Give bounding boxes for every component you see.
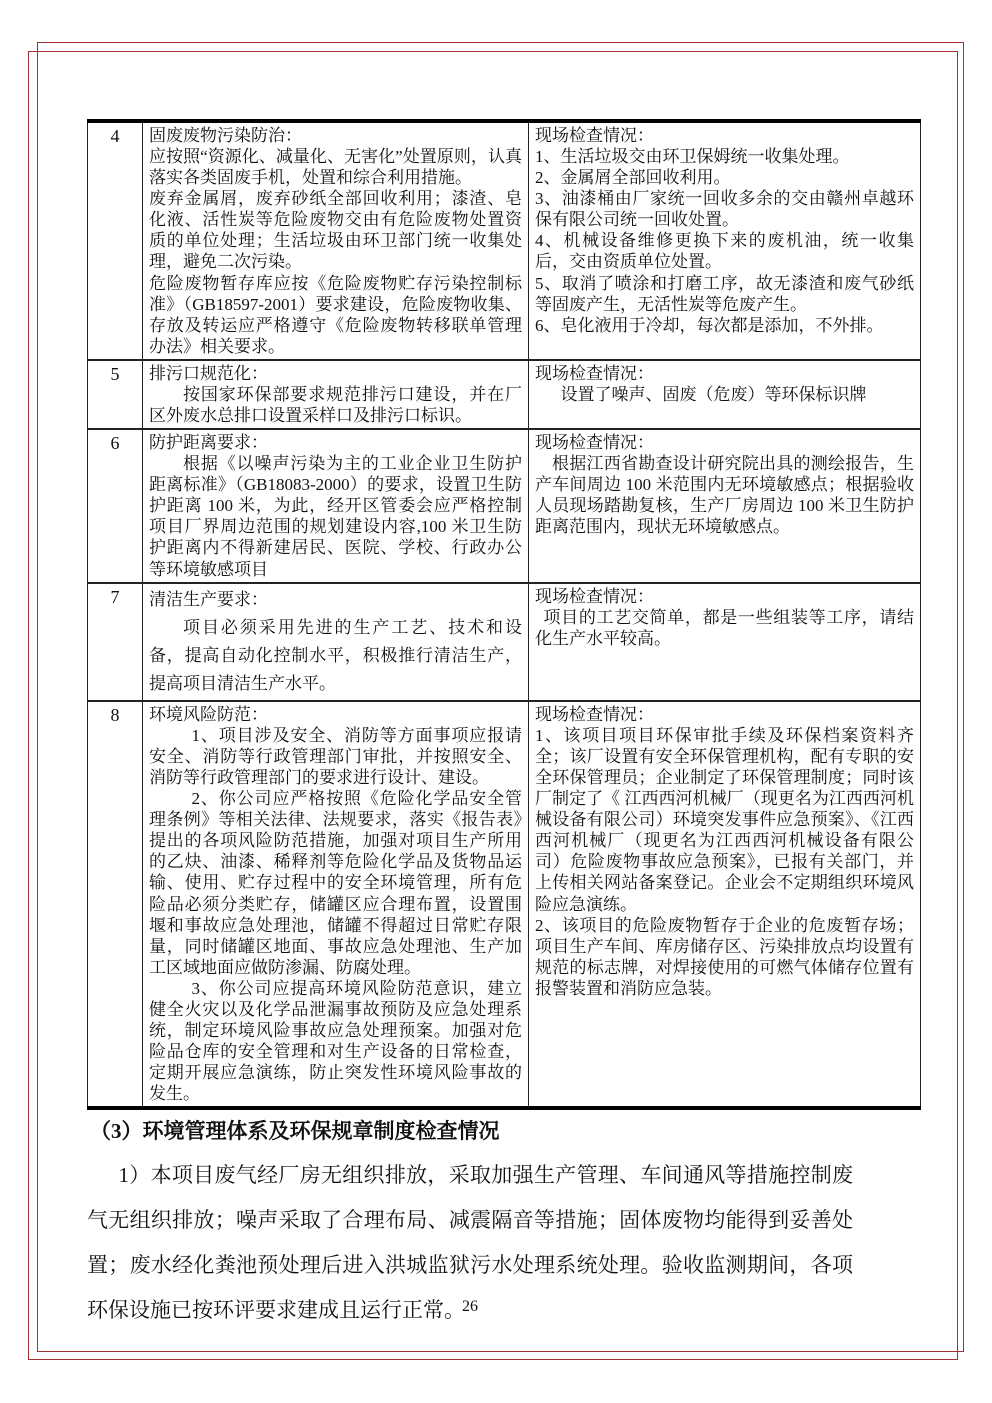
requirement-paragraph: 1、项目涉及安全、消防等方面事项应报请安全、消防等行政管理部门审批，并按照安全、消防等行政管理部门的要求进行设计、建设。 [149, 725, 522, 788]
inspection-paragraph: 5、取消了喷涂和打磨工序，故无漆渣和废气砂纸等固废产生，无活性炭等危废产生。 [535, 273, 914, 314]
row-number-cell: 5 [88, 360, 143, 429]
requirement-cell [143, 121, 529, 360]
inspection-paragraph: 现场检查情况： [535, 704, 654, 724]
inspection-paragraph: 设置了噪声、固废（危废）等环保标识牌 [560, 384, 867, 404]
inspection-paragraph: 2、该项目的危险废物暂存于企业的危废暂存场；项目生产车间、库房储存区、污染排放点均设置有规范的标志牌，对焊接使用的可燃气体储存位置有报警装置和消防应急装。 [535, 915, 914, 998]
row-number-cell: 7 [88, 583, 143, 701]
requirement-cell [143, 701, 529, 1108]
row-number-cell: 6 [88, 429, 143, 583]
requirement-paragraph: 固废废物污染防治： [149, 126, 302, 145]
inspection-paragraph: 3、油漆桶由厂家统一回收多余的交由赣州卓越环保有限公司统一回收处置。 [535, 189, 914, 230]
requirement-paragraph: 2、你公司应严格按照《危险化学品安全管理条例》等相关法律、法规要求，落实《报告表》提出的各项风险防范措施，加强对项目生产所用的乙炔、油漆、稀释剂等危险化学品及货物品运输、使用、贮存过程中的安全环境管理，所有危险品必须分类贮存，储罐区应合理布置，设置围堰和事故应急处理池，储罐不得超过日常贮存限量，同时储罐区地面、事故应急处理池、生产加工区域地面应做防渗漏、防腐处理。 [149, 789, 522, 977]
requirement-cell [143, 429, 529, 583]
inspection-cell [529, 701, 921, 1108]
row-number-cell: 4 [88, 121, 143, 360]
inspection-paragraph: 项目的工艺交简单，都是一些组装等工序，请结化生产水平较高。 [535, 607, 914, 648]
inspection-paragraph: 1、该项目项目环保审批手续及环保档案资料齐全；该厂设置有安全环保管理机构，配有专职的安全环保管理员；企业制定了环保管理制度；同时该厂制定了《 江西西河机械厂（现更名为江西西河机械设备有限公司）环境突发事件应急预案》、《江西西河机械厂（现更名为江西西河机械设备有限公司）危险废物事故应急预案》，已报有关部门，并上传相关网站备案登记。企业会不定期组织环境风险应急演练。 [535, 725, 914, 914]
table-row [88, 360, 921, 429]
requirement-cell [143, 360, 529, 429]
requirement-paragraph: 危险废物暂存库应按《危险废物贮存污染控制标准》（GB18597-2001）要求建设，危险废物收集、存放及转运应严格遵守《危险废物转移联单管理办法》相关要求。 [149, 273, 522, 356]
inspection-cell [529, 121, 921, 360]
table-row [88, 429, 921, 583]
body-paragraph: 1）本项目废气经厂房无组织排放，采取加强生产管理、车间通风等措施控制废气无组织排放；噪声采取了合理布局、减震隔音等措施；固体废物均能得到妥善处置；废水经化粪池预处理后进入洪城监狱污水处理系统处理。验收监测期间，各项环保设施已按环评要求建成且运行正常。 [87, 1162, 853, 1322]
table-row [88, 701, 921, 1108]
requirement-paragraph: 3、你公司应提高环境风险防范意识，建立健全火灾以及化学品泄漏事故预防及应急处理系统，制定环境风险事故应急处理预案。加强对危险品仓库的安全管理和对生产设备的日常检查，定期开展应急演练，防止突发性环境风险事故的发生。 [149, 978, 522, 1104]
page-number: 26 [462, 1298, 478, 1315]
inspection-paragraph: 1、生活垃圾交由环卫保姆统一收集处理。 [535, 147, 850, 167]
inspection-paragraph: 4、机械设备维修更换下来的废机油，统一收集后，交由资质单位处置。 [535, 231, 914, 272]
inspection-paragraph: 现场检查情况： [535, 433, 654, 453]
inspection-paragraph: 现场检查情况： [535, 126, 654, 145]
requirement-paragraph: 排污口规范化： [149, 363, 268, 383]
inspection-paragraph: 6、皂化液用于冷却，每次都是添加，不外排。 [535, 315, 884, 335]
inspection-paragraph: 现场检查情况： [535, 363, 654, 383]
requirement-paragraph: 根据《以噪声污染为主的工业企业卫生防护距离标准》（GB18083-2000）的要求，设置卫生防护距离 100 米，为此，经开区管委会应严格控制项目厂界周边范围的规划建设内容,100 米卫生防护距离内不得新建居民、医院、学校、行政办公等环境敏感项目 [149, 454, 522, 579]
requirement-cell [143, 583, 529, 701]
requirement-paragraph: 项目必须采用先进的生产工艺、技术和设备，提高自动化控制水平，积极推行清洁生产，提高项目清洁生产水平。 [149, 617, 522, 693]
inspection-paragraph: 现场检查情况： [535, 586, 654, 606]
inspection-table [87, 119, 921, 1110]
table-row [88, 583, 921, 701]
inspection-cell [529, 429, 921, 583]
inspection-paragraph: 2、金属屑全部回收利用。 [535, 168, 731, 188]
requirement-paragraph: 环境风险防范： [149, 704, 268, 724]
inspection-cell [529, 583, 921, 701]
page-content [87, 119, 920, 1333]
inspection-paragraph: 根据江西省勘查设计研究院出具的测绘报告，生产车间周边 100 米范围内无环境敏感点；根据验收人员现场踏勘复核，生产厂房周边 100 米卫生防护距离范围内，现状无环境敏感点。 [535, 454, 914, 537]
requirement-paragraph: 防护距离要求： [149, 433, 268, 453]
requirement-paragraph: 清洁生产要求： [149, 589, 268, 609]
requirement-paragraph: 应按照“资源化、减量化、无害化”处置原则，认真落实各类固废手机，处置和综合利用措施。 [149, 147, 522, 188]
row-number-cell: 8 [88, 701, 143, 1108]
section-heading: （3）环境管理体系及环保规章制度检查情况 [90, 1119, 500, 1144]
requirement-paragraph: 废弃金属屑，废弃砂纸全部回收利用；漆渣、皂化液、活性炭等危险废物交由有危险废物处置资质的单位处理；生活垃圾由环卫部门统一收集处理，避免二次污染。 [149, 189, 522, 272]
inspection-cell [529, 360, 921, 429]
table-row [88, 121, 921, 360]
requirement-paragraph: 按国家环保部要求规范排污口建设，并在厂区外废水总排口设置采样口及排污口标识。 [149, 384, 522, 426]
